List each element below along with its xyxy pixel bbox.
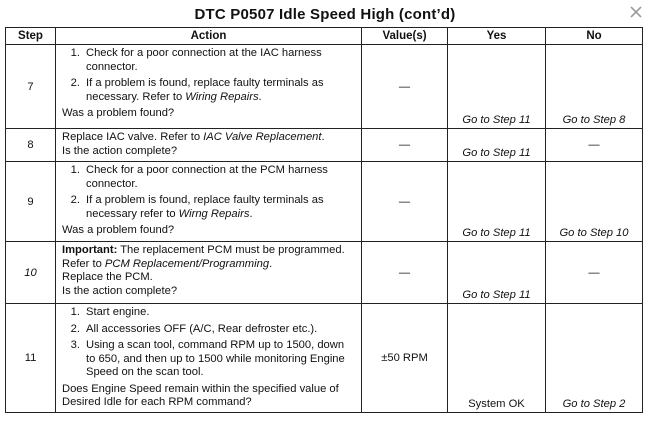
list-item: [62, 77, 355, 104]
reference-link: IAC Valve Replacement: [203, 131, 322, 143]
action-cell: [56, 304, 362, 413]
no-cell: Go to Step 8: [546, 45, 643, 129]
value-cell: —: [362, 129, 448, 162]
item-text: Using a scan tool, command RPM up to 1500, down to 650, and then up to 1500 while monitoring Engine Speed on the scan tool.: [86, 339, 345, 378]
table-row: [6, 162, 643, 242]
action-list: [62, 164, 355, 221]
list-item: [62, 194, 355, 221]
close-button[interactable]: [624, 0, 648, 24]
list-item: [62, 306, 355, 320]
yes-cell: Go to Step 11: [448, 242, 546, 304]
item-number: 1.: [70, 47, 80, 59]
item-text: [86, 77, 355, 104]
list-item: [62, 339, 355, 380]
item-number: 2.: [70, 322, 80, 335]
item-text: All accessories OFF (A/C, Rear defroster etc.).: [86, 322, 318, 335]
yes-cell: Go to Step 11: [448, 45, 546, 129]
table-row: [6, 242, 643, 304]
no-cell: Go to Step 2: [546, 304, 643, 413]
question-text: Does Engine Speed remain within the specified value of Desired Idle for each RPM command?: [62, 382, 339, 408]
action-text: Replace IAC valve. Refer to: [62, 131, 204, 143]
value-cell: ±50 RPM: [362, 304, 448, 413]
item-text: [86, 194, 355, 221]
table-row: [6, 45, 643, 129]
value-cell: —: [362, 45, 448, 129]
item-text-main: If a problem is found, replace faulty terminals as necessary refer to: [86, 194, 324, 220]
table-row: [6, 129, 643, 162]
question-text: Was a problem found?: [62, 107, 175, 119]
list-item: [62, 323, 355, 337]
item-number: 3.: [70, 339, 80, 351]
step-number: 9: [6, 162, 56, 242]
value-cell: —: [362, 242, 448, 304]
yes-cell: Go to Step 11: [448, 129, 546, 162]
yes-cell: System OK: [448, 304, 546, 413]
header-values: Value(s): [362, 28, 448, 45]
list-item: [62, 47, 355, 74]
important-label: Important:: [62, 244, 118, 256]
question-text: Is the action complete?: [62, 144, 178, 157]
list-item: [62, 164, 355, 191]
reference-link: Wiring Repairs: [185, 90, 259, 103]
action-cell: [56, 162, 362, 242]
item-text-end: .: [249, 207, 253, 220]
action-cell: [56, 129, 362, 162]
reference-link: Wirng Repairs: [178, 207, 250, 220]
reference-link: PCM Replacement/Programming: [104, 257, 270, 270]
important-text: The replacement PCM must be programmed. Refer to: [62, 244, 345, 270]
question-text: Was a problem found?: [62, 224, 175, 236]
action-list: [62, 306, 355, 380]
table-row: [6, 304, 643, 413]
important-note: [62, 244, 355, 271]
item-number: 1.: [70, 164, 80, 176]
value-cell: —: [362, 162, 448, 242]
header-no: No: [546, 28, 643, 45]
item-text: Check for a poor connection at the IAC harness connector.: [86, 47, 322, 73]
header-step: Step: [6, 28, 56, 45]
action-cell: [56, 242, 362, 304]
table-header-row: [6, 28, 643, 45]
header-yes: Yes: [448, 28, 546, 45]
no-cell: —: [546, 242, 643, 304]
step-number: 8: [6, 129, 56, 162]
header-action: Action: [56, 28, 362, 45]
diagnostic-table: [5, 27, 643, 413]
item-text: Check for a poor connection at the PCM harness connector.: [86, 164, 328, 190]
step-number: 11: [6, 304, 56, 413]
question-text: Is the action complete?: [62, 284, 178, 297]
item-number: 2.: [70, 77, 80, 89]
no-cell: Go to Step 10: [546, 162, 643, 242]
item-text-main: If a problem is found, replace faulty terminals as necessary. Refer to: [86, 77, 324, 103]
page-title: DTC P0507 Idle Speed High (cont’d): [194, 6, 456, 23]
item-number: 2.: [70, 194, 80, 206]
important-text-end: .: [269, 257, 273, 270]
item-text-end: .: [258, 90, 262, 103]
action-text-end: .: [321, 131, 325, 143]
close-icon: [630, 6, 642, 18]
step-number: 7: [6, 45, 56, 129]
item-text: Start engine.: [86, 306, 150, 318]
action-cell: [56, 45, 362, 129]
action-line: [62, 131, 355, 145]
action-line: Replace the PCM.: [62, 271, 153, 283]
action-list: [62, 47, 355, 104]
no-cell: —: [546, 129, 643, 162]
step-number: 10: [6, 242, 56, 304]
item-number: 1.: [70, 306, 80, 318]
yes-cell: Go to Step 11: [448, 162, 546, 242]
